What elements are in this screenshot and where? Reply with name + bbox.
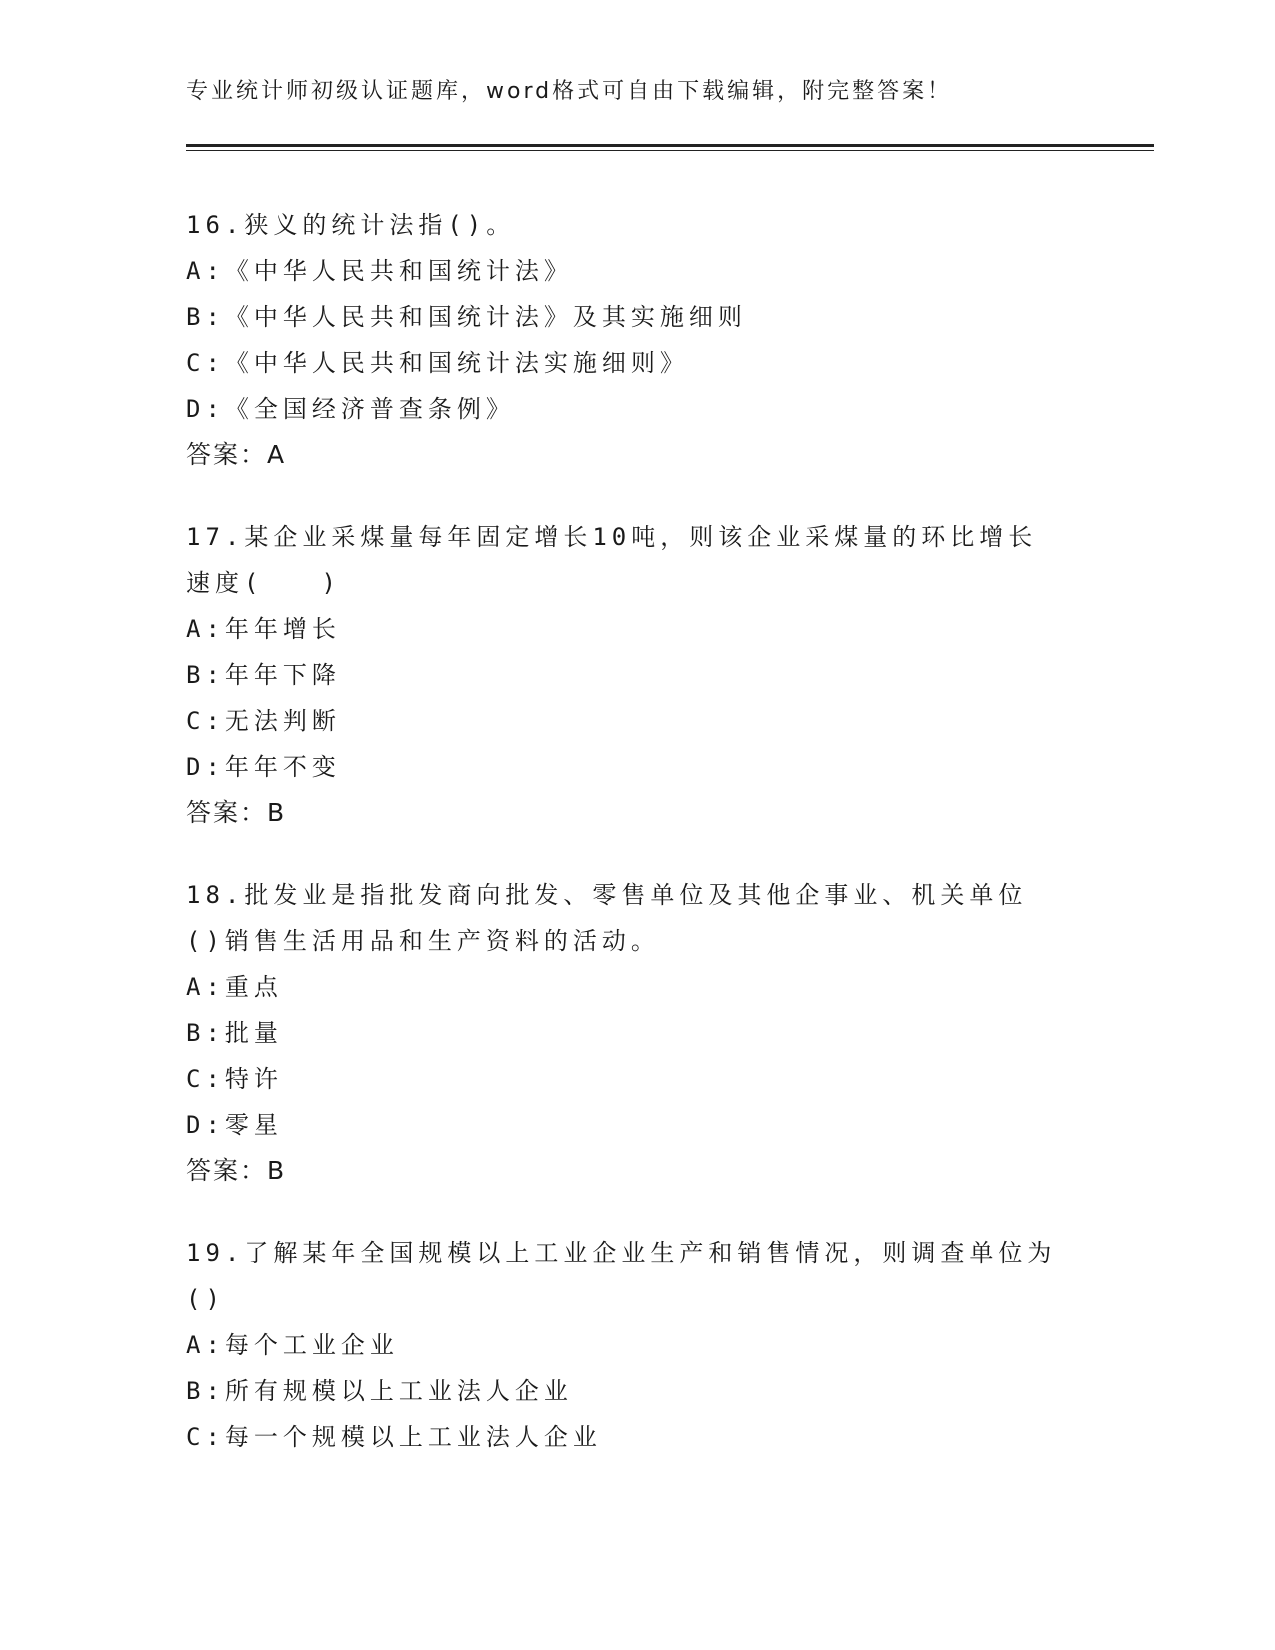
option-a: A:重点 (186, 973, 283, 1001)
option-d: D:年年不变 (186, 753, 341, 781)
option-d: D:零星 (186, 1111, 283, 1139)
option-c: C:每一个规模以上工业法人企业 (186, 1423, 602, 1451)
question-19 (186, 1230, 1106, 1460)
question-text: 18.批发业是指批发商向批发、零售单位及其他企事业、机关单位()销售生活用品和生产资料的活动。 (186, 881, 1028, 955)
question-text: 16.狭义的统计法指()。 (186, 211, 516, 239)
option-c: C:《中华人民共和国统计法实施细则》 (186, 349, 689, 377)
question-18 (186, 872, 1106, 1194)
option-a: A:每个工业企业 (186, 1331, 399, 1359)
answer: 答案：B (186, 798, 287, 827)
answer: 答案：A (186, 440, 287, 469)
option-b: B:批量 (186, 1019, 283, 1047)
question-16 (186, 202, 1106, 478)
option-d: D:《全国经济普查条例》 (186, 395, 515, 423)
question-17 (186, 514, 1106, 836)
question-text: 17.某企业采煤量每年固定增长10吨，则该企业采煤量的环比增长速度( ) (186, 523, 1038, 597)
option-c: C:特许 (186, 1065, 283, 1093)
answer: 答案：B (186, 1156, 287, 1185)
header-rule-thin (186, 150, 1154, 151)
option-b: B:年年下降 (186, 661, 341, 689)
option-b: B:所有规模以上工业法人企业 (186, 1377, 573, 1405)
option-c: C:无法判断 (186, 707, 341, 735)
question-list (186, 202, 1106, 1496)
header-rule-thick (186, 144, 1154, 147)
option-a: A:《中华人民共和国统计法》 (186, 257, 573, 285)
option-a: A:年年增长 (186, 615, 341, 643)
option-b: B:《中华人民共和国统计法》及其实施细则 (186, 303, 747, 331)
page-header: 专业统计师初级认证题库，word格式可自由下载编辑，附完整答案！ (186, 79, 953, 104)
question-text: 19.了解某年全国规模以上工业企业生产和销售情况，则调查单位为() (186, 1239, 1057, 1313)
